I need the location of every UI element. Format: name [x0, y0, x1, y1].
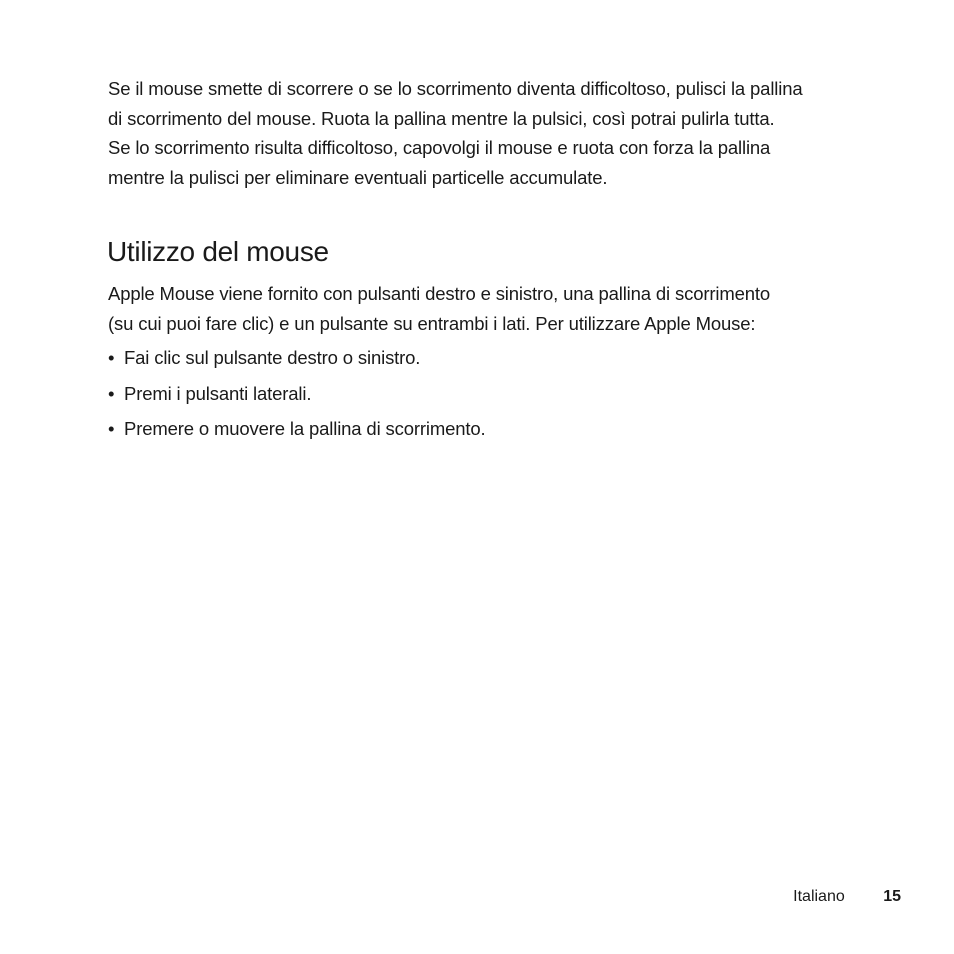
intro-line: Se lo scorrimento risulta difficoltoso, capovolgi il mouse e ruota con forza la pallina [108, 137, 771, 158]
page-number: 15 [883, 888, 901, 905]
bullet-text: Premi i pulsanti laterali. [124, 382, 312, 404]
bullet-icon: • [108, 382, 115, 404]
page-footer [793, 883, 901, 911]
intro-line: mentre la pulisci per eliminare eventuali particelle accumulate. [108, 166, 608, 188]
bullet-list [108, 343, 486, 450]
bullet-item [108, 414, 486, 450]
footer-language: Italiano [793, 888, 845, 905]
bullet-text: Premere o muovere la pallina di scorrimento. [124, 418, 486, 439]
bullet-icon: • [108, 418, 115, 439]
intro-line: di scorrimento del mouse. Ruota la pallina mentre la pulsici, così potrai pulirla tutta. [108, 107, 775, 129]
section-heading: Utilizzo del mouse [107, 236, 329, 267]
bullet-item [108, 343, 486, 379]
section-paragraph-line: (su cui puoi fare clic) e un pulsante su entrambi i lati. Per utilizzare Apple Mouse: [108, 313, 756, 334]
intro-paragraph [108, 74, 888, 192]
bullet-icon: • [108, 347, 115, 368]
section-paragraph [108, 279, 888, 339]
intro-line: Se il mouse smette di scorrere o se lo scorrimento diventa difficoltoso, pulisci la pallina [108, 78, 803, 99]
section-paragraph-line: Apple Mouse viene fornito con pulsanti destro e sinistro, una pallina di scorrimento [108, 283, 770, 304]
bullet-item [108, 379, 486, 415]
bullet-text: Fai clic sul pulsante destro o sinistro. [124, 347, 421, 368]
